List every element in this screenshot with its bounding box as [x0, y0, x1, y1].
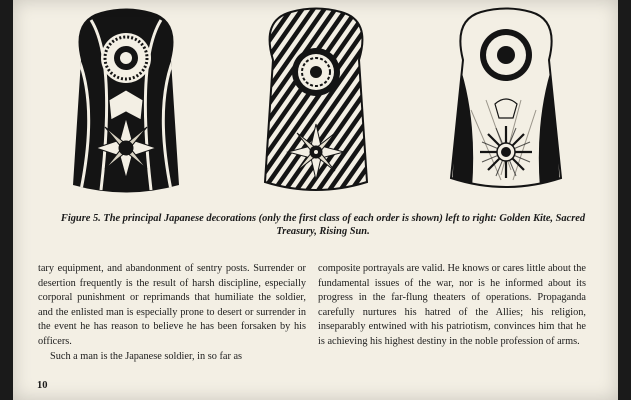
sacred-treasury-illustration: [251, 0, 381, 205]
right-column: [318, 262, 586, 350]
figure-decorations: [13, 0, 618, 212]
figure-caption: Figure 5. The principal Japanese decorations (only the first class of each order is shown) left to right: Golden Kite, Sacred Treasury, Rising Sun.: [60, 213, 586, 237]
rising-sun-illustration: [441, 0, 571, 205]
book-page: [13, 0, 618, 400]
left-paragraph-2: Such a man is the Japanese soldier, in so far as: [50, 350, 243, 362]
golden-kite-illustration: [61, 0, 191, 205]
right-paragraph-1: composite portrayals are valid. He knows or cares little about the fundamental issues of the war, nor is he informed about its progress in the far-flung theaters of operations. Propaganda carefully nurtures his hatred of the Allies; his religion, inseparably entwined with his patriotism, convinces him that he is achieving his highest destiny in the noble profession of arms.: [318, 263, 586, 347]
left-paragraph-1: tary equipment, and abandonment of sentry posts. Surrender or desertion frequently is the result of harsh discipline, especially corporal punishment or reprimands that humiliate the soldier, and the enlisted man is especially prone to desert or surrender in the event he has reason to believe he has been forsaken by his officers.: [38, 263, 306, 347]
page-number: 10: [37, 380, 48, 391]
left-column: [38, 262, 306, 364]
